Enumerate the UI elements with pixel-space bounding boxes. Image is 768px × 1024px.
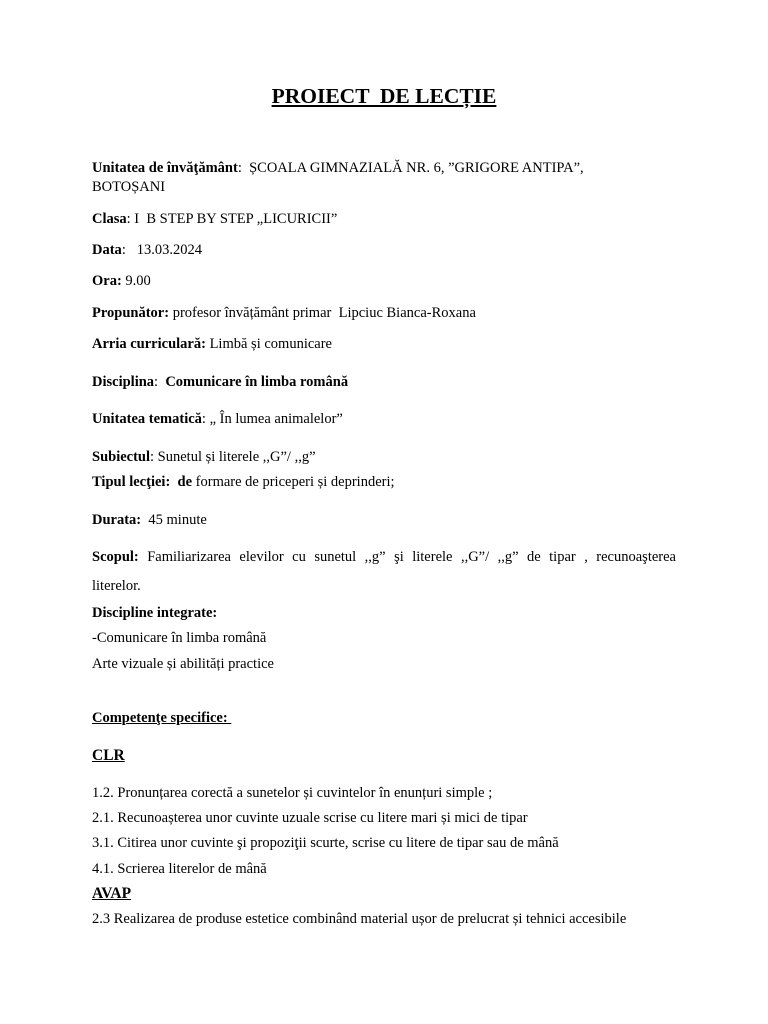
competente-label: Competenţe specifice: [92,710,232,726]
data-label: Data [92,242,122,258]
disciplina-sep: : [154,374,166,390]
clr-item: 3.1. Citirea unor cuvinte şi propoziţii scurte, scrise cu litere de tipar sau de mână [92,835,559,851]
document-title: PROIECT DE LECȚIE [271,84,497,108]
data-line [92,242,676,259]
arria-label: Arria curriculară: [92,336,206,352]
unitatea-tematica-line [92,411,676,428]
clr-item: 2.1. Recunoașterea unor cuvinte uzuale scrise cu litere mari și mici de tipar [92,810,528,826]
arria-line [92,336,676,353]
clasa-value: : I B STEP BY STEP „LICURICII” [126,211,338,227]
durata-value: 45 minute [141,512,207,528]
unitatea-tematica-value: : „ În lumea animalelor” [201,411,343,427]
unitatea-tematica-label: Unitatea tematică [92,411,202,427]
clr-heading: CLR [92,747,125,764]
ora-label: Ora: [92,273,122,289]
clasa-label: Clasa [92,211,127,227]
clr-item: 4.1. Scrierea literelor de mână [92,861,267,877]
data-value: : 13.03.2024 [121,242,202,258]
avap-heading: AVAP [92,885,132,902]
propunator-line [92,305,676,322]
disciplina-label: Disciplina [92,374,155,390]
tipul-label: Tipul lecţiei: de [92,474,193,490]
clasa-line [92,211,676,228]
unitatea-line [92,160,676,177]
subiectul-value: : Sunetul și literele ,,G”/ ,,g” [150,449,316,465]
subiectul-label: Subiectul [92,449,151,465]
disciplina-line [92,374,676,391]
disciplina-value: Comunicare în limba română [165,374,349,390]
scopul-line-2: literelor. [92,578,141,594]
scopul-value: Familiarizarea elevilor cu sunetul ,,g” şi literele ,,G”/ ,,g” de tipar , recunoaşterea [138,549,676,565]
propunator-value: profesor învățământ primar Lipciuc Bianca-Roxana [169,305,476,321]
discipline-integrate-item: -Comunicare în limba română [92,630,267,646]
clr-item: 1.2. Pronunțarea corectă a sunetelor și cuvintelor în enunțuri simple ; [92,785,493,801]
ora-value: 9.00 [121,273,151,289]
ora-line [92,273,676,290]
propunator-label: Propunător: [92,305,170,321]
discipline-integrate-label: Discipline integrate: [92,605,218,621]
tipul-value: formare de priceperi și deprinderi; [192,474,395,490]
durata-line [92,512,676,529]
arria-value: Limbă și comunicare [205,336,332,352]
unitatea-label: Unitatea de învăţământ [92,160,238,176]
avap-item: 2.3 Realizarea de produse estetice combinând material ușor de prelucrat și tehnici accesibile [92,911,627,927]
scopul-label: Scopul: [92,549,139,565]
durata-label: Durata: [92,512,142,528]
scopul-line [92,549,676,566]
tipul-line [92,474,676,491]
unitatea-value: : ȘCOALA GIMNAZIALĂ NR. 6, ”GRIGORE ANTIPA”, [237,160,584,176]
subiectul-line [92,449,676,466]
discipline-integrate-item: Arte vizuale și abilități practice [92,656,274,672]
unitatea-line-2: BOTOȘANI [92,179,166,195]
